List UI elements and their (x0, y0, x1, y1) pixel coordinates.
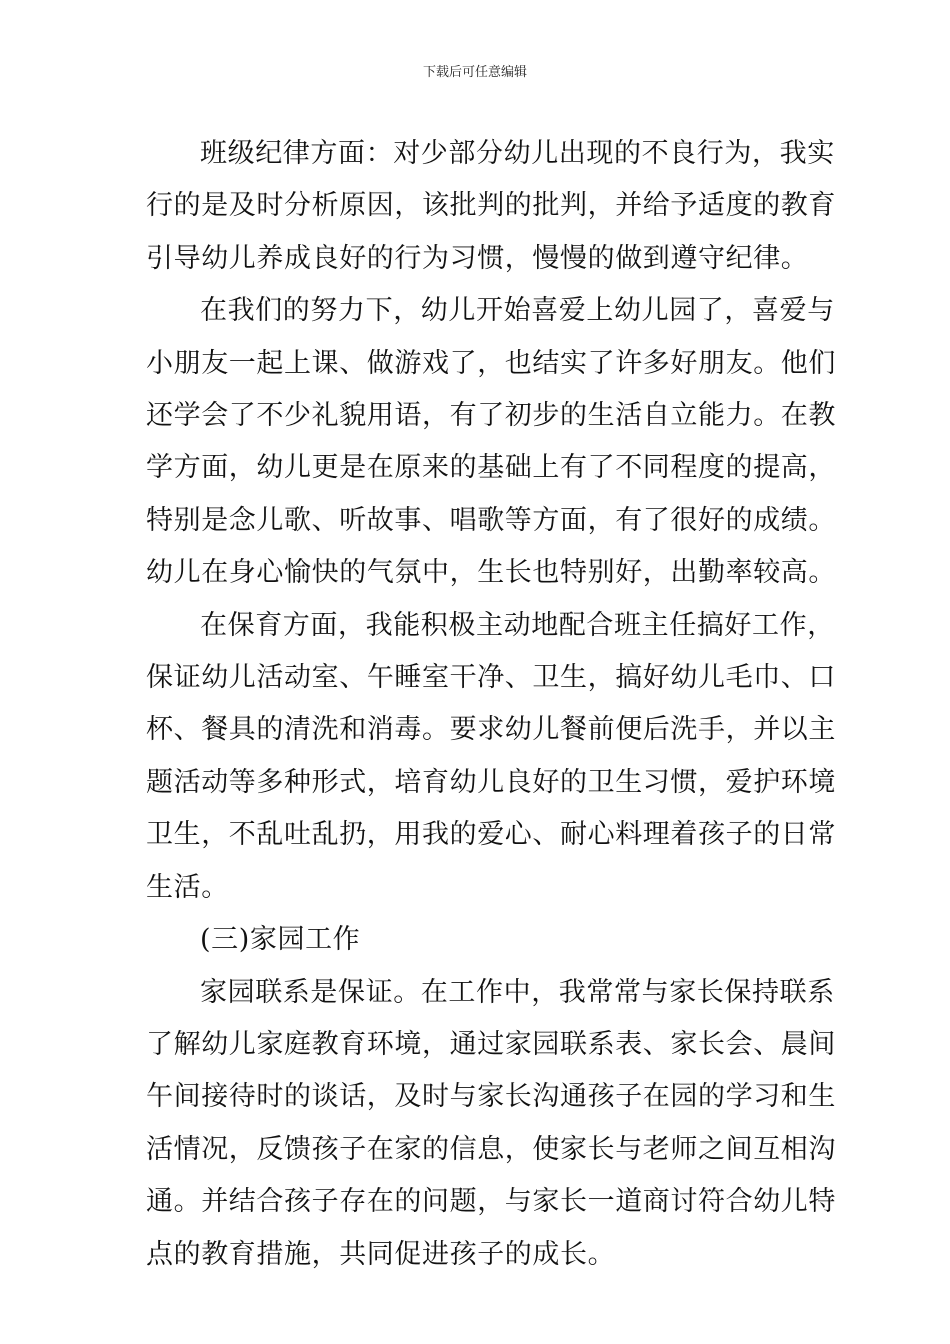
text-line: 引导幼儿养成良好的行为习惯，慢慢的做到遵守纪律。 (146, 242, 809, 274)
text-line: 卫生，不乱吐乱扔，用我的爱心、耐心料理着孩子的日常 (146, 819, 836, 851)
page-header: 下载后可任意编辑 (422, 65, 527, 80)
text-line: (三)家园工作 (200, 924, 361, 956)
paragraph-care (146, 600, 836, 914)
text-line: 点的教育措施，共同促进孩子的成长。 (146, 1238, 616, 1270)
text-line: 行的是及时分析原因，该批判的批判，并给予适度的教育 (146, 190, 836, 222)
text-line: 学方面，幼儿更是在原来的基础上有了不同程度的提高， (146, 452, 836, 484)
text-line: 在我们的努力下，幼儿开始喜爱上幼儿园了，喜爱与 (200, 295, 835, 327)
text-line: 班级纪律方面：对少部分幼儿出现的不良行为，我实 (200, 138, 835, 169)
section-heading-home-school (146, 914, 806, 966)
text-line: 活情况，反馈孩子在家的信息，使家长与老师之间互相沟 (146, 1133, 836, 1165)
text-line: 午间接待时的谈话，及时与家长沟通孩子在园的学习和生 (146, 1081, 836, 1113)
paragraph-discipline (146, 128, 836, 285)
text-line: 家园联系是保证。在工作中，我常常与家长保持联系 (200, 976, 835, 1008)
text-line: 还学会了不少礼貌用语，有了初步的生活自立能力。在教 (146, 400, 836, 432)
text-line: 通。并结合孩子存在的问题，与家长一道商讨符合幼儿特 (146, 1186, 836, 1218)
text-line: 生活。 (146, 871, 229, 903)
text-line: 了解幼儿家庭教育环境，通过家园联系表、家长会、晨间 (146, 1028, 836, 1060)
paragraph-progress (146, 285, 836, 599)
text-line: 杯、餐具的清洗和消毒。要求幼儿餐前便后洗手，并以主 (146, 714, 836, 746)
text-line: 幼儿在身心愉快的气氛中，生长也特别好，出勤率较高。 (146, 557, 836, 589)
paragraph-home-school (146, 967, 836, 1281)
text-line: 在保育方面，我能积极主动地配合班主任搞好工作， (200, 609, 835, 641)
text-line: 小朋友一起上课、做游戏了，也结实了许多好朋友。他们 (146, 347, 836, 379)
text-line: 题活动等多种形式，培育幼儿良好的卫生习惯，爱护环境 (146, 766, 836, 798)
text-line: 特别是念儿歌、听故事、唱歌等方面，有了很好的成绩。 (146, 504, 836, 536)
document-body (146, 128, 836, 1281)
text-line: 保证幼儿活动室、午睡室干净、卫生，搞好幼儿毛巾、口 (146, 662, 836, 694)
